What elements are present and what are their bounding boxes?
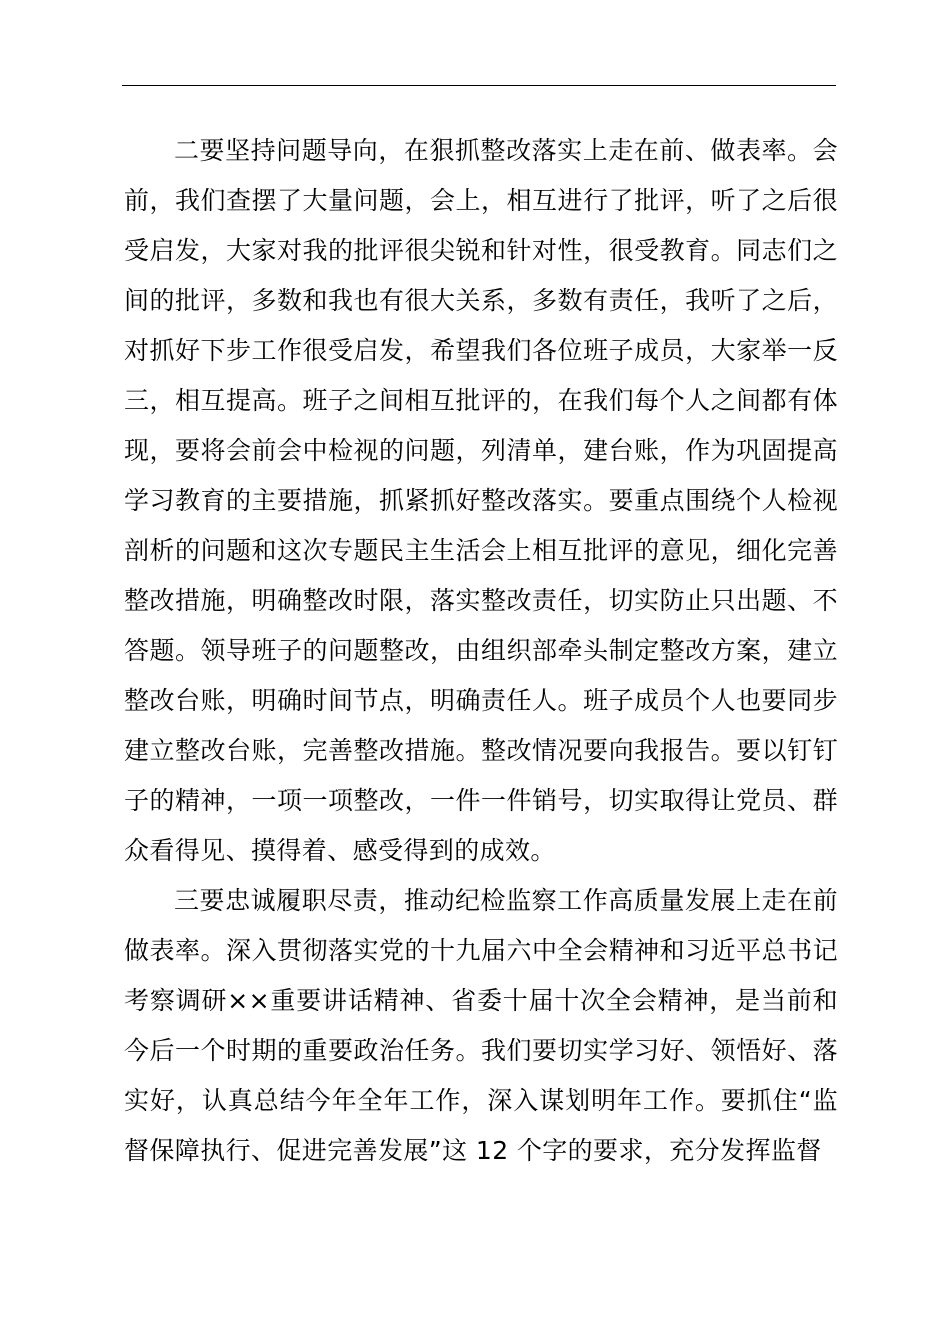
header-rule [122, 85, 836, 86]
document-body [124, 126, 838, 1176]
paragraph-2: 二要坚持问题导向，在狠抓整改落实上走在前、做表率。会前，我们查摆了大量问题，会上，相互进行了批评，听了之后很受启发，大家对我的批评很尖锐和针对性，很受教育。同志们之间的批评，多数和我也有很大关系，多数有责任，我听了之后，对抓好下步工作很受启发，希望我们各位班子成员，大家举一反三，相互提高。班子之间相互批评的，在我们每个人之间都有体现，要将会前会中检视的问题，列清单，建台账，作为巩固提高学习教育的主要措施，抓紧抓好整改落实。要重点围绕个人检视剖析的问题和这次专题民主生活会上相互批评的意见，细化完善整改措施，明确整改时限，落实整改责任，切实防止只出题、不答题。领导班子的问题整改，由组织部牵头制定整改方案，建立整改台账，明确时间节点，明确责任人。班子成员个人也要同步建立整改台账，完善整改措施。整改情况要向我报告。要以钉钉子的精神，一项一项整改，一件一件销号，切实取得让党员、群众看得见、摸得着、感受得到的成效。 [124, 136, 838, 865]
paragraph-3: 三要忠诚履职尽责，推动纪检监察工作高质量发展上走在前做表率。深入贯彻落实党的十九届六中全会精神和习近平总书记考察调研××重要讲话精神、省委十届十次全会精神，是当前和今后一个时期的重要政治任务。我们要切实学习好、领悟好、落实好，认真总结今年全年工作，深入谋划明年工作。要抓住“监督保障执行、促进完善发展”这 12 个字的要求，充分发挥监督 [124, 886, 838, 1165]
